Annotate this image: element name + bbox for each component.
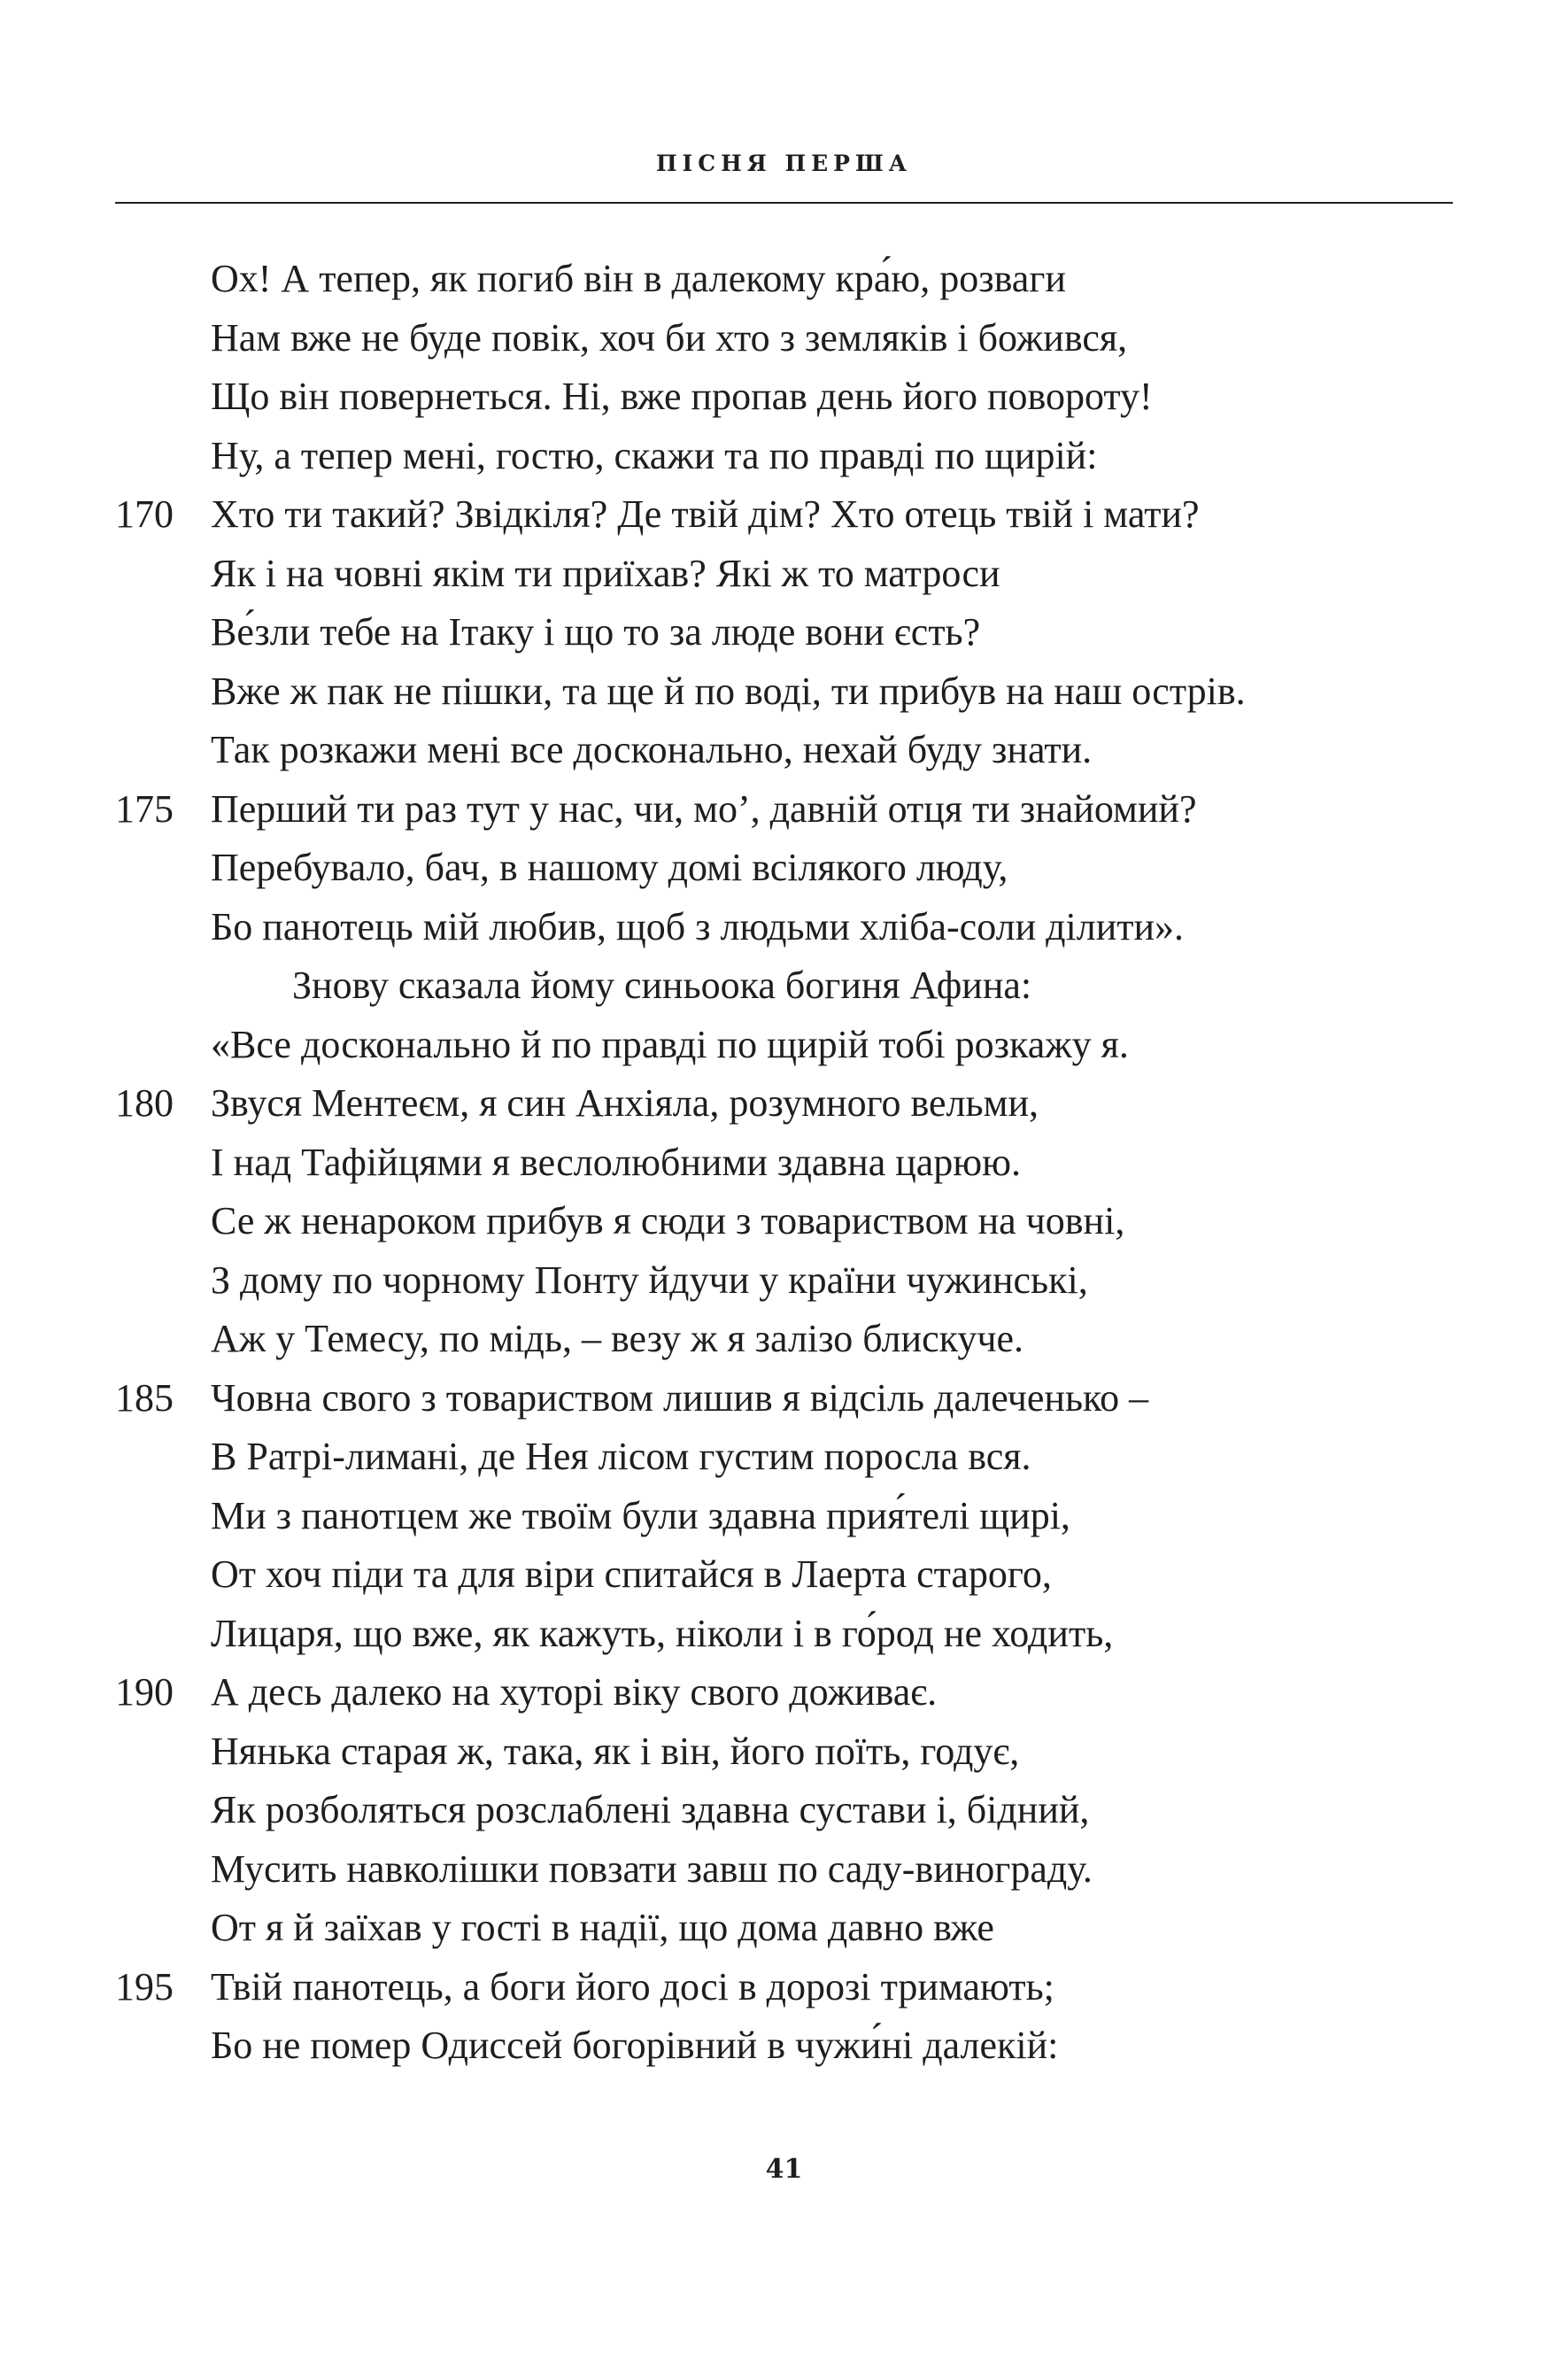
verse-line — [0, 368, 1568, 427]
verse-line — [0, 898, 1568, 957]
verse-line — [0, 2016, 1568, 2076]
line-number: 195 — [115, 1964, 174, 2009]
verse-line-text: Се ж ненароком прибув я сюди з товариством на човні, — [211, 1199, 1125, 1242]
verse-line-text: Звуся Ментеєм, я син Анхіяла, розумного вельми, — [211, 1081, 1039, 1125]
verse-block — [0, 250, 1568, 2076]
verse-line-text: Як і на човні якім ти приїхав? Які ж то матроси — [211, 551, 1000, 595]
verse-line-text: Ох! А тепер, як погиб він в далекому кра́ю, розваги — [211, 257, 1066, 300]
verse-line-text: От я й заїхав у гості в надії, що дома давно вже — [211, 1906, 994, 1949]
verse-line — [0, 1016, 1568, 1075]
verse-line — [0, 1251, 1568, 1311]
verse-line-text: З дому по чорному Понту йдучи у країни чужинські, — [211, 1258, 1088, 1302]
verse-line — [0, 309, 1568, 368]
verse-line-text: А десь далеко на хуторі віку свого доживає. — [211, 1670, 938, 1714]
verse-line-text: Ну, а тепер мені, гостю, скажи та по правді по щирій: — [211, 433, 1098, 477]
verse-line-text: Бо панотець мій любив, щоб з людьми хліба-соли ділити». — [211, 904, 1185, 948]
page-number: 41 — [765, 2154, 803, 2185]
verse-line — [0, 780, 1568, 840]
verse-line-text: Як розболяться розслаблені здавна сустави і, бідний, — [211, 1788, 1090, 1831]
verse-line — [0, 1899, 1568, 1958]
verse-line-text: Аж у Темесу, по мідь, – везу ж я залізо блискуче. — [211, 1317, 1024, 1360]
verse-line — [0, 1663, 1568, 1722]
verse-line — [0, 839, 1568, 898]
verse-line — [0, 1958, 1568, 2017]
running-head: ПІСНЯ ПЕРША — [655, 151, 913, 176]
verse-line-text: Бо не помер Одиссей богорівний в чужи́ні далекій: — [211, 2024, 1059, 2067]
line-number: 190 — [115, 1670, 174, 1714]
verse-line — [0, 1428, 1568, 1487]
verse-line-text: Так розкажи мені все досконально, нехай буду знати. — [211, 728, 1093, 771]
verse-line — [0, 1545, 1568, 1605]
verse-line-text: Лицаря, що вже, як кажуть, ніколи і в го́род не ходить, — [211, 1611, 1114, 1655]
verse-line — [0, 485, 1568, 545]
verse-line — [0, 427, 1568, 486]
verse-line-text: І над Тафійцями я веслолюбними здавна царюю. — [211, 1140, 1022, 1184]
verse-line-text: Хто ти такий? Звідкіля? Де твій дім? Хто отець твій і мати? — [211, 492, 1200, 536]
verse-line — [0, 1310, 1568, 1369]
verse-line — [0, 1074, 1568, 1134]
verse-line-text: В Ратрі-лимані, де Нея лісом густим поросла вся. — [211, 1435, 1031, 1478]
verse-line — [0, 956, 1568, 1016]
verse-line — [0, 1192, 1568, 1251]
verse-line-text: Ми з панотцем же твоїм були здавна прия́телі щирі, — [211, 1493, 1070, 1537]
verse-line-text: Твій панотець, а боги його досі в дорозі тримають; — [211, 1964, 1054, 2009]
verse-line-text: Перебувало, бач, в нашому домі всілякого люду, — [211, 846, 1008, 889]
verse-line-text: Перший ти раз тут у нас, чи, мо’, давній отця ти знайомий? — [211, 786, 1197, 831]
line-number: 185 — [115, 1375, 174, 1420]
verse-line — [0, 1134, 1568, 1193]
verse-line — [0, 1487, 1568, 1546]
verse-line — [0, 603, 1568, 662]
verse-line — [0, 1605, 1568, 1664]
verse-line-text: Нам вже не буде повік, хоч би хто з земляків і божився, — [211, 315, 1128, 360]
verse-line — [0, 1369, 1568, 1428]
verse-line-text: От хоч піди та для віри спитайся в Лаерта старого, — [211, 1552, 1052, 1596]
verse-line — [0, 1781, 1568, 1840]
verse-line-text: Мусить навколішки повзати завш по саду-винограду. — [211, 1846, 1093, 1891]
header-rule — [115, 202, 1453, 204]
verse-line — [0, 1722, 1568, 1782]
verse-line — [0, 721, 1568, 780]
verse-line-text: «Все досконально й по правді по щирій тобі розкажу я. — [211, 1022, 1129, 1066]
line-number: 180 — [115, 1081, 174, 1125]
line-number: 170 — [115, 492, 174, 536]
verse-line — [0, 662, 1568, 722]
verse-line-text: Вже ж пак не пішки, та ще й по воді, ти прибув на наш острів. — [211, 669, 1246, 713]
verse-line-text: Що він повернеться. Ні, вже пропав день його повороту! — [211, 375, 1153, 418]
verse-line — [0, 250, 1568, 309]
verse-line-text: Нянька старая ж, така, як і він, його поїть, годує, — [211, 1729, 1020, 1773]
verse-line-text: Човна свого з товариством лишив я відсіль далеченько – — [211, 1375, 1149, 1420]
verse-line-text: Знову сказала йому синьоока богиня Афина: — [292, 964, 1032, 1007]
verse-line — [0, 545, 1568, 604]
verse-line-text: Ве́зли тебе на Ітаку і що то за люде вони єсть? — [211, 610, 981, 654]
verse-line — [0, 1840, 1568, 1900]
line-number: 175 — [115, 786, 174, 831]
